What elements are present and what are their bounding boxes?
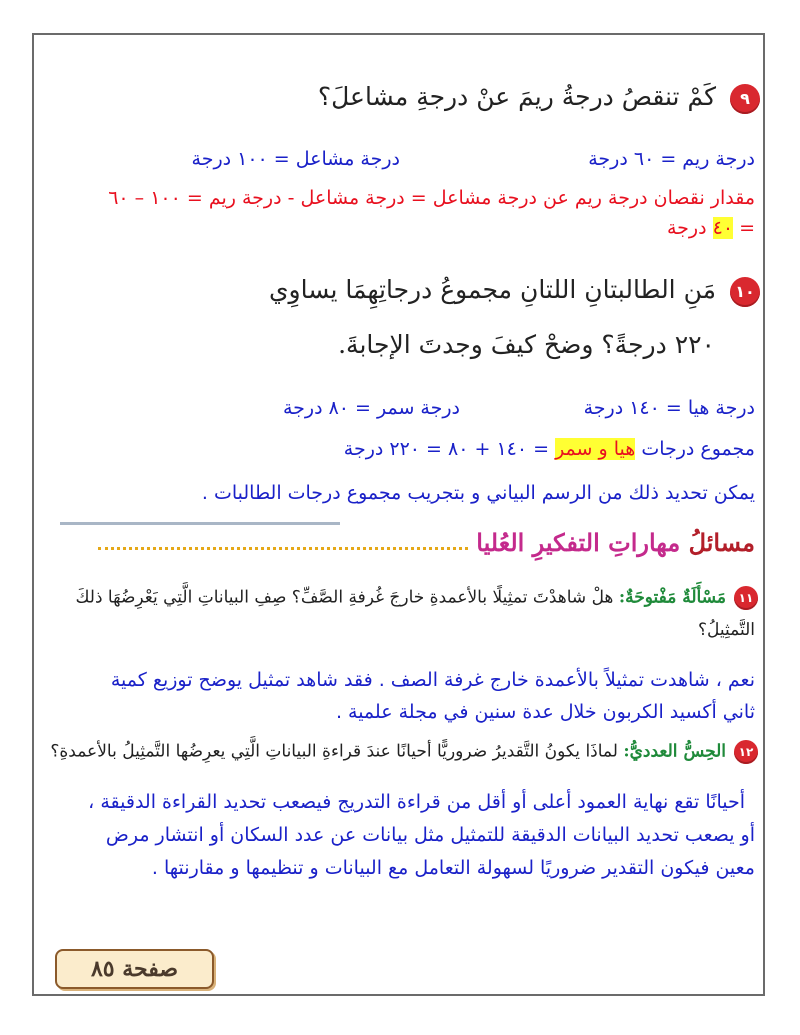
q9-calc: مقدار نقصان درجة ريم عن درجة مشاعل = درجة مشاعل - درجة ريم = ١٠٠ – ٦٠ bbox=[108, 187, 755, 209]
q9-result-unit: درجة bbox=[666, 217, 707, 239]
q11-question-line1 bbox=[40, 586, 758, 610]
q12-answer-2: أو يصعب تحديد البيانات الدقيقة للتمثيل مثل بيانات عن عدد السكان أو انتشار مرض bbox=[105, 824, 755, 846]
q10-sum-names: هيا و سمر bbox=[555, 438, 636, 460]
q12-number-badge: ١٢ bbox=[734, 740, 758, 764]
q9-reem: درجة ريم = ٦٠ درجة bbox=[588, 148, 755, 170]
q10-number-badge: ١٠ bbox=[730, 277, 760, 307]
q10-explain-line bbox=[40, 482, 755, 504]
section-title-a: مسائلُ bbox=[688, 528, 755, 557]
q11-answer-1: نعم ، شاهدت تمثيلاً بالأعمدة خارج غرفة الصف . فقد شاهد تمثيل يوضح توزيع كمية bbox=[110, 669, 755, 691]
q9-question: كَمْ تنقصُ درجةُ ريمَ عنْ درجةِ مشاعلَ؟ bbox=[317, 82, 716, 111]
q10-sum-rest: = ١٤٠ + ٨٠ = ٢٢٠ درجة bbox=[343, 438, 550, 460]
q11-label: مَسْأَلَةٌ مَفْتوحَةٌ: bbox=[618, 587, 726, 608]
q11-answer-line1 bbox=[40, 665, 755, 695]
q9-number-badge: ٩ bbox=[730, 84, 760, 114]
q10-sum-line bbox=[40, 438, 755, 460]
q10-samar: درجة سمر = ٨٠ درجة bbox=[282, 397, 460, 419]
q9-mashael-line bbox=[192, 148, 400, 170]
q12-label: الحِسُّ العدديُّ: bbox=[623, 741, 726, 762]
q9-calc-line bbox=[38, 187, 755, 209]
q12-answer-1: أحيانًا تقع نهاية العمود أعلى أو أقل من قراءة التدريج فيصعب تحديد القراءة الدقيقة ، bbox=[88, 791, 745, 813]
page-number-box bbox=[55, 949, 214, 989]
q11-answer-line2 bbox=[40, 697, 755, 727]
section-heading bbox=[35, 528, 755, 568]
q12-answer-line3 bbox=[40, 853, 755, 883]
q10-question-2: ٢٢٠ درجةً؟ وضحْ كيفَ وجدتَ الإجابةَ. bbox=[338, 330, 715, 359]
q10-sum-prefix: مجموع درجات bbox=[641, 438, 755, 460]
q9-question-line bbox=[40, 82, 760, 114]
section-title-b: مهاراتِ التفكيرِ العُليا bbox=[476, 528, 681, 557]
page-number: صفحة ٨٥ bbox=[90, 956, 179, 982]
q10-question-1: مَنِ الطالبتانِ اللتانِ مجموعُ درجاتِهِمَا يساوِي bbox=[268, 275, 716, 304]
q11-question-line2 bbox=[40, 620, 755, 640]
q9-result-value: ٤٠ bbox=[712, 217, 734, 239]
q10-question-line2 bbox=[40, 330, 715, 359]
q12-question-line bbox=[40, 740, 758, 764]
q9-mashael: درجة مشاعل = ١٠٠ درجة bbox=[191, 148, 400, 170]
q10-samar-line bbox=[283, 397, 460, 419]
q12-question: لماذَا يكونُ التَّقديرُ ضروريًّا أحيانًا عندَ قراءةِ البياناتِ الَّتِي يعرِضُها التَّمثِيلُ بالأعمدةِ؟ bbox=[50, 741, 618, 762]
divider-line bbox=[60, 522, 340, 525]
q9-result-prefix: = bbox=[739, 217, 755, 239]
page-frame bbox=[32, 33, 765, 996]
q12-answer-line1 bbox=[40, 787, 745, 817]
q12-answer-line2 bbox=[40, 820, 755, 850]
q10-question-line1 bbox=[40, 275, 760, 307]
q11-answer-2: ثاني أكسيد الكربون خلال عدة سنين في مجلة علمية . bbox=[335, 701, 755, 723]
section-dotted-rule bbox=[98, 545, 468, 550]
q10-haya: درجة هيا = ١٤٠ درجة bbox=[583, 397, 755, 419]
q11-number-badge: ١١ bbox=[734, 586, 758, 610]
q11-question-1: هلْ شاهدْتَ تمثِيلًا بالأعمدةِ خارجَ غُرفةِ الصَّفِّ؟ صِفِ البياناتِ الَّتِي يَعْرِضُهَا ذلكَ bbox=[75, 587, 614, 608]
q11-question-2: التَّمثِيلُ؟ bbox=[697, 620, 755, 640]
q9-result-line bbox=[40, 217, 755, 239]
section-title bbox=[476, 528, 755, 557]
q12-answer-3: معين فيكون التقدير ضروريًا لسهولة التعامل مع البيانات و تنظيمها و مقارنتها . bbox=[151, 857, 755, 879]
q10-explain: يمكن تحديد ذلك من الرسم البياني و بتجريب مجموع درجات الطالبات . bbox=[201, 482, 755, 504]
